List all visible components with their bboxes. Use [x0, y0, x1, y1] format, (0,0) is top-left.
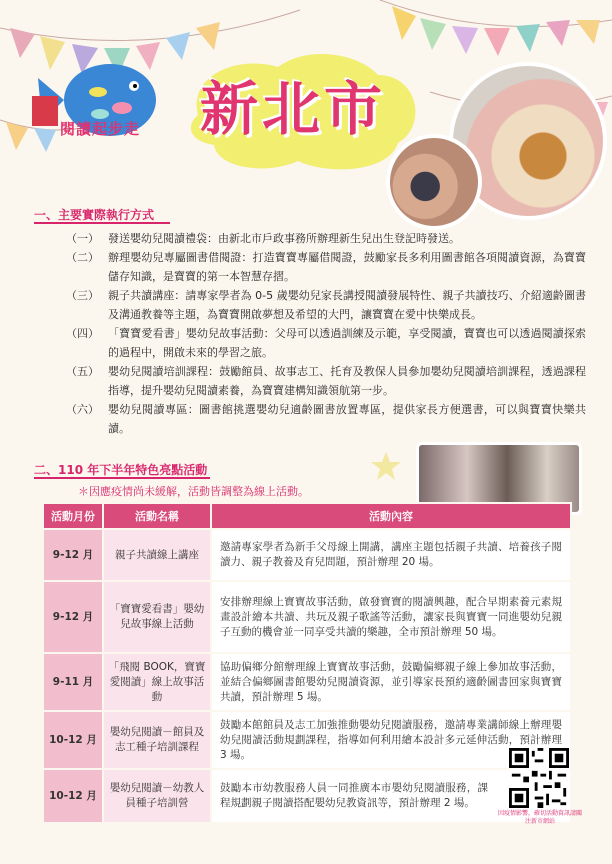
list-item: （六） 嬰幼兒閱讀專區：圖書館挑選嬰幼兒適齡圖書放置專區，提供家長方便選書，可以與寶寶快樂共讀。 [66, 403, 586, 435]
list-item: （三） 親子共讀講座：請專家學者為 0-5 歲嬰幼兒家長講授閱讀發展特性、親子共讀技巧、介紹適齡圖書及溝通教養等主題，為寶寶開啟夢想及希望的大門，讓寶寶在愛中快樂成長。 [66, 289, 586, 321]
cell-content: 鼓勵本市幼教服務人員一同推廣本市嬰幼兒閱讀服務，課程規劃親子閱讀搭配嬰幼兒教資訊等，預計辦理 2 場。 [211, 769, 571, 823]
cell-name: 嬰幼兒閱讀－館員及志工種子培訓課程 [103, 711, 211, 769]
column-header-name: 活動名稱 [103, 503, 211, 529]
cell-name: 「飛閱 BOOK，寶寶愛閱讀」線上故事活動 [103, 653, 211, 711]
cell-name: 親子共讀線上講座 [103, 529, 211, 581]
section-heading-highlights: 二、110 年下半年特色亮點活動 [34, 463, 208, 477]
cell-month: 9-11 月 [43, 653, 103, 711]
cell-content: 邀請專家學者為新手父母線上開講，講座主題包括親子共讀、培養孩子閱讀力、親子教養及育兒問題，預計辦理 20 場。 [211, 529, 571, 581]
storytime-photo-children [386, 134, 482, 230]
table-row [43, 653, 571, 711]
table-row [43, 581, 571, 653]
qr-code-icon[interactable] [509, 748, 569, 808]
table-row [43, 529, 571, 581]
table-row [43, 769, 571, 823]
cell-content: 鼓勵本館館員及志工加強推動嬰幼兒閱讀服務，邀請專業講師線上辦理嬰幼兒閱讀活動規劃課程，指導如何利用繪本設計多元延伸活動，預計辦理 3 場。 [211, 711, 571, 769]
cell-name: 「寶寶愛看書」嬰幼兒故事線上活動 [103, 581, 211, 653]
cell-month: 10-12 月 [43, 711, 103, 769]
activity-schedule-table [42, 502, 572, 824]
cell-name: 嬰幼兒閱讀－幼教人員種子培訓營 [103, 769, 211, 823]
list-item: （五） 嬰幼兒閱讀培訓課程：鼓勵館員、故事志工、托育及教保人員參加嬰幼兒閱讀培訓課程，透過課程指導，提升嬰幼兒閱讀素養，為寶寶建構知識領航第一步。 [66, 365, 586, 397]
cell-month: 10-12 月 [43, 769, 103, 823]
cell-content: 協助偏鄉分館辦理線上寶寶故事活動，鼓勵偏鄉親子線上參加故事活動，並結合偏鄉圖書館嬰幼兒閱讀資源，並引導家長預約適齡圖書回家與寶寶共讀，預計辦理 5 場。 [211, 653, 571, 711]
section-underline [34, 477, 210, 479]
cell-content: 安排辦理線上寶寶故事活動，啟發寶寶的閱讀興趣，配合早期素養元素規畫設計繪本共讀、共玩及親子歌謠等活動，讓家長與寶寶一同進嬰幼兒親子互動的機會並一同享受共讀的樂趣，全市預計辦理 50 場。 [211, 581, 571, 653]
column-header-month: 活動月份 [43, 503, 103, 529]
list-item: （一） 發送嬰幼兒閱讀禮袋：由新北市戶政事務所辦理新生兒出生登記時發送。 [66, 232, 460, 245]
covid-notice: ＊因應疫情尚未緩解，活動皆調整為線上活動。 [78, 485, 309, 498]
star-icon [370, 450, 402, 482]
methods-list [66, 229, 586, 438]
logo-text: 閱讀起步走 [60, 120, 141, 138]
list-item: （二） 辦理嬰幼兒專屬圖書借閱證：打造寶寶專屬借閱證，鼓勵家長多利用圖書館各項閱讀資源，為寶寶儲存知識，是寶寶的第一本智慧存摺。 [66, 251, 586, 283]
page-title: 新北市 [200, 75, 387, 143]
table-header-row [43, 503, 571, 529]
section-underline [34, 222, 170, 224]
table-row [43, 711, 571, 769]
list-item: （四） 「寶寶愛看書」嬰幼兒故事活動：父母可以透過訓練及示範，享受閱讀，寶寶也可以透過閱讀探索的過程中，開啟未來的學習之旅。 [66, 327, 586, 359]
qr-caption: 因疫情影響，確切活動資訊請關注新市網站 [498, 810, 583, 825]
section-heading-methods: 一、主要實際執行方式 [34, 208, 155, 222]
cell-month: 9-12 月 [43, 529, 103, 581]
column-header-content: 活動內容 [211, 503, 571, 529]
cell-month: 9-12 月 [43, 581, 103, 653]
